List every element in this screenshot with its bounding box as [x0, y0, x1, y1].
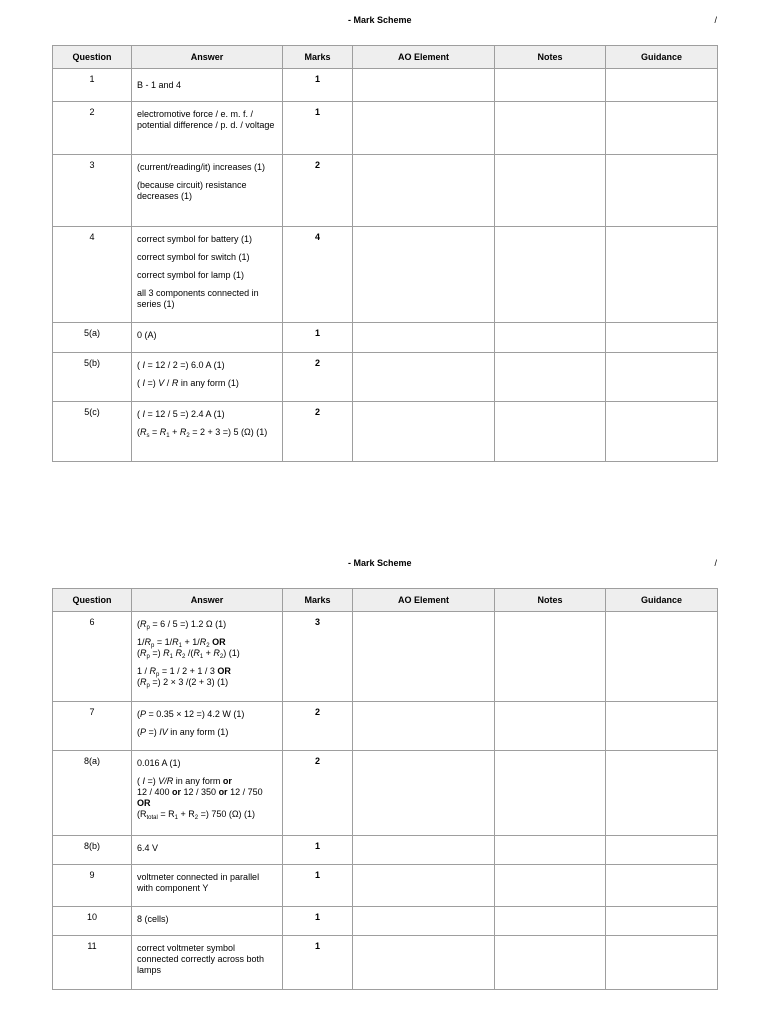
answer-cell — [132, 865, 283, 907]
ao-element-cell — [353, 865, 495, 907]
ao-element-cell — [353, 751, 495, 836]
marks-cell: 1 — [283, 102, 353, 155]
ao-element-cell — [353, 227, 495, 323]
notes-cell — [495, 69, 606, 102]
guidance-cell — [606, 402, 718, 462]
ao-element-cell — [353, 936, 495, 990]
question-number: 7 — [53, 702, 132, 751]
answer-line: voltmeter connected in parallel with component Y — [137, 872, 260, 893]
answer-line: 0.016 A (1) — [137, 758, 181, 768]
table-row — [53, 323, 718, 353]
question-number: 6 — [53, 612, 132, 702]
ao-element-cell — [353, 907, 495, 936]
marks-cell: 1 — [283, 69, 353, 102]
answer-cell — [132, 751, 283, 836]
ao-element-cell — [353, 836, 495, 865]
question-number: 5(a) — [53, 323, 132, 353]
ao-element-cell — [353, 702, 495, 751]
column-header-answer: Answer — [132, 589, 283, 612]
column-header-ao-element: AO Element — [353, 589, 495, 612]
answer-line: (P = 0.35 × 12 =) 4.2 W (1) — [137, 709, 245, 719]
question-number: 9 — [53, 865, 132, 907]
question-number: 4 — [53, 227, 132, 323]
ao-element-cell — [353, 323, 495, 353]
marks-cell: 2 — [283, 751, 353, 836]
answer-line: correct symbol for battery (1) — [137, 234, 253, 244]
column-header-notes: Notes — [495, 46, 606, 69]
question-number: 10 — [53, 907, 132, 936]
notes-cell — [495, 323, 606, 353]
table-row — [53, 907, 718, 936]
marks-cell: 4 — [283, 227, 353, 323]
answer-cell — [132, 836, 283, 865]
notes-cell — [495, 402, 606, 462]
table-row — [53, 69, 718, 102]
answer-line: electromotive force / e. m. f. / potential difference / p. d. / voltage — [137, 109, 275, 130]
mark-scheme-table-2 — [52, 588, 718, 990]
mark-scheme-table-1 — [52, 45, 718, 462]
guidance-cell — [606, 102, 718, 155]
column-header-marks: Marks — [283, 589, 353, 612]
answer-line: 8 (cells) — [137, 914, 169, 924]
ao-element-cell — [353, 402, 495, 462]
answer-line: ( I =) V / R in any form (1) — [137, 378, 239, 388]
question-number: 2 — [53, 102, 132, 155]
guidance-cell — [606, 751, 718, 836]
page-header-1 — [52, 15, 717, 29]
question-number: 3 — [53, 155, 132, 227]
notes-cell — [495, 836, 606, 865]
answer-cell — [132, 102, 283, 155]
answer-cell — [132, 907, 283, 936]
column-header-guidance: Guidance — [606, 589, 718, 612]
column-header-answer: Answer — [132, 46, 283, 69]
answer-cell — [132, 227, 283, 323]
table-header-row — [53, 46, 718, 69]
question-number: 5(c) — [53, 402, 132, 462]
question-number: 5(b) — [53, 353, 132, 402]
guidance-cell — [606, 323, 718, 353]
ao-element-cell — [353, 102, 495, 155]
page-number-slash: / — [714, 558, 717, 568]
ao-element-cell — [353, 155, 495, 227]
answer-cell — [132, 702, 283, 751]
table-row — [53, 155, 718, 227]
answer-line: B - 1 and 4 — [137, 80, 182, 90]
question-number: 8(b) — [53, 836, 132, 865]
column-header-marks: Marks — [283, 46, 353, 69]
answer-line: $1 / R_p = 1 / 2 + 1 / 3$ OR ($R_p$ =) 2 × 3 /(2 + 3) (1) — [137, 666, 231, 689]
column-header-notes: Notes — [495, 589, 606, 612]
marks-cell: 1 — [283, 323, 353, 353]
guidance-cell — [606, 69, 718, 102]
answer-line: ($R_s = R_1 + R_2 = 2 + 3$ =) 5 (Ω) (1) — [137, 427, 268, 439]
guidance-cell — [606, 155, 718, 227]
answer-line: correct symbol for lamp (1) — [137, 270, 245, 280]
guidance-cell — [606, 936, 718, 990]
table-row — [53, 751, 718, 836]
guidance-cell — [606, 702, 718, 751]
marks-cell: 2 — [283, 155, 353, 227]
table-row — [53, 227, 718, 323]
question-number: 8(a) — [53, 751, 132, 836]
notes-cell — [495, 353, 606, 402]
answer-line: all 3 components connected in series (1) — [137, 288, 259, 309]
answer-line: 0 (A) — [137, 330, 157, 340]
ao-element-cell — [353, 69, 495, 102]
marks-cell: 1 — [283, 907, 353, 936]
column-header-ao-element: AO Element — [353, 46, 495, 69]
answer-cell — [132, 323, 283, 353]
ao-element-cell — [353, 612, 495, 702]
answer-line: ( I = 12 / 2 =) 6.0 A (1) — [137, 360, 225, 370]
table-row — [53, 702, 718, 751]
answer-line: correct voltmeter symbol connected correctly across both lamps — [137, 943, 265, 975]
table-header-row — [53, 589, 718, 612]
marks-cell: 2 — [283, 702, 353, 751]
answer-cell — [132, 69, 283, 102]
answer-line: $1/R_p = 1/R_1 + 1/R_2$ OR ($R_p$ =) $R_1$ $R_2$ $/(R_1 + R_2)$ (1) — [137, 637, 240, 660]
column-header-question: Question — [53, 46, 132, 69]
answer-line: (current/reading/it) increases (1) — [137, 162, 266, 172]
page-number-slash: / — [714, 15, 717, 25]
answer-line: (because circuit) resistance decreases (1) — [137, 180, 247, 201]
page-header-2 — [52, 558, 717, 572]
notes-cell — [495, 227, 606, 323]
guidance-cell — [606, 227, 718, 323]
answer-cell — [132, 936, 283, 990]
notes-cell — [495, 907, 606, 936]
page-title: - Mark Scheme — [348, 15, 412, 25]
question-number: 1 — [53, 69, 132, 102]
table-row — [53, 402, 718, 462]
marks-cell: 2 — [283, 353, 353, 402]
notes-cell — [495, 865, 606, 907]
guidance-cell — [606, 907, 718, 936]
answer-line: correct symbol for switch (1) — [137, 252, 250, 262]
column-header-question: Question — [53, 589, 132, 612]
table-row — [53, 865, 718, 907]
ao-element-cell — [353, 353, 495, 402]
table-row — [53, 836, 718, 865]
table-row — [53, 612, 718, 702]
page-title: - Mark Scheme — [348, 558, 412, 568]
column-header-guidance: Guidance — [606, 46, 718, 69]
notes-cell — [495, 936, 606, 990]
table-row — [53, 353, 718, 402]
answer-line: ( I = 12 / 5 =) 2.4 A (1) — [137, 409, 225, 419]
question-number: 11 — [53, 936, 132, 990]
marks-cell: 1 — [283, 936, 353, 990]
marks-cell: 3 — [283, 612, 353, 702]
answer-cell — [132, 155, 283, 227]
notes-cell — [495, 702, 606, 751]
marks-cell: 1 — [283, 836, 353, 865]
notes-cell — [495, 102, 606, 155]
marks-cell: 2 — [283, 402, 353, 462]
answer-line: ($R_p = 6 / 5$ =) 1.2 Ω (1) — [137, 619, 227, 631]
guidance-cell — [606, 612, 718, 702]
answer-cell — [132, 353, 283, 402]
notes-cell — [495, 155, 606, 227]
table-row — [53, 102, 718, 155]
guidance-cell — [606, 836, 718, 865]
marks-cell: 1 — [283, 865, 353, 907]
answer-line: 6.4 V — [137, 843, 159, 853]
guidance-cell — [606, 353, 718, 402]
answer-line: ( I =) V/R in any form or 12 / 400 or 12 / 350 or 12 / 750 OR ($R_{total} = R_1 + R_2$ =) 750 (Ω) (1) — [137, 776, 263, 821]
notes-cell — [495, 612, 606, 702]
guidance-cell — [606, 865, 718, 907]
answer-cell — [132, 402, 283, 462]
notes-cell — [495, 751, 606, 836]
answer-line: (P =) IV in any form (1) — [137, 727, 229, 737]
table-row — [53, 936, 718, 990]
answer-cell — [132, 612, 283, 702]
